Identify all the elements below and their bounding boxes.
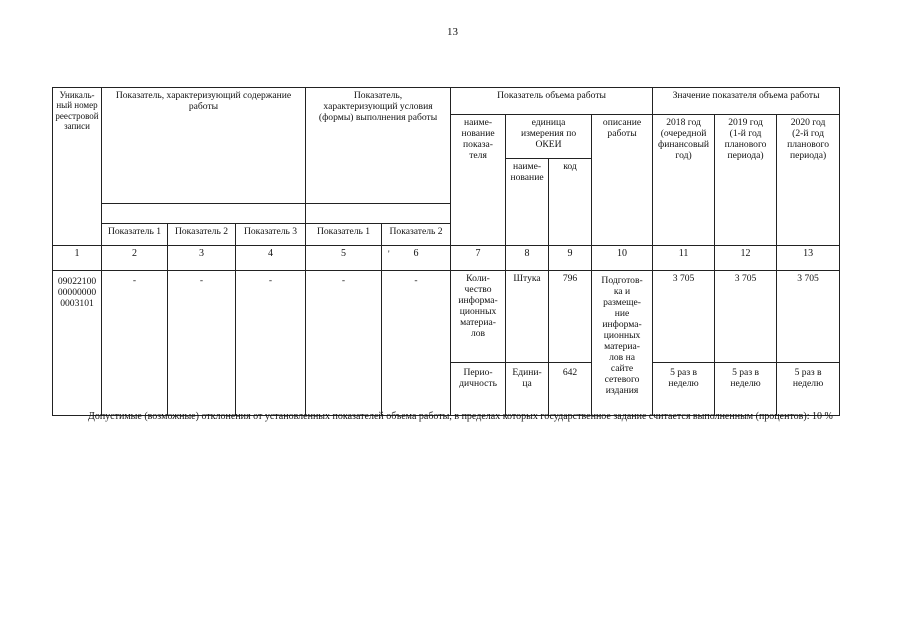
indicator-2-header: Показатель 2 bbox=[168, 224, 236, 246]
indicator-3-header: Показатель 3 bbox=[236, 224, 306, 246]
content-indicator-header: Показатель, характеризующий содержание работы bbox=[102, 88, 306, 204]
column-number: 2 bbox=[102, 246, 168, 271]
unit-name-cell: Штука bbox=[506, 271, 549, 363]
value-2019-cell: 5 раз в неделю bbox=[715, 363, 777, 416]
column-number: 11 bbox=[653, 246, 715, 271]
volume-values-header: Значение показателя объема работы bbox=[653, 88, 840, 115]
column-number: 7 bbox=[451, 246, 506, 271]
column-number: 9 bbox=[549, 246, 592, 271]
column-number: 3 bbox=[168, 246, 236, 271]
year-2020-header: 2020 год (2-й год планового периода) bbox=[777, 115, 840, 246]
unit-name-cell: Едини- ца bbox=[506, 363, 549, 416]
indicator-name-header: наиме- нование показа- теля bbox=[451, 115, 506, 246]
year-2018-header: 2018 год (очередной финансовый год) bbox=[653, 115, 715, 246]
conditions-indicator-header: Показатель, характеризующий условия (формы) выполнения работы bbox=[306, 88, 451, 204]
value-2019-cell: 3 705 bbox=[715, 271, 777, 363]
value-2020-cell: 5 раз в неделю bbox=[777, 363, 840, 416]
volume-indicators-table bbox=[52, 87, 840, 416]
column-number: 4 bbox=[236, 246, 306, 271]
deviation-note: Допустимые (возможные) отклонения от установленных показателей объема работы, в пределах которых государственное задание считается выполненным (процентов): 10 % bbox=[88, 411, 833, 422]
value-2020-cell: 3 705 bbox=[777, 271, 840, 363]
value-2018-cell: 5 раз в неделю bbox=[653, 363, 715, 416]
column-number: 1 bbox=[53, 246, 102, 271]
column-number: 13 bbox=[777, 246, 840, 271]
page-number: 13 bbox=[447, 26, 458, 38]
table-cell: - bbox=[168, 271, 236, 416]
indicator-name-cell: Перио- дичность bbox=[451, 363, 506, 416]
column-number-cell bbox=[382, 246, 451, 271]
okei-unit-header: единица измерения по ОКЕИ bbox=[506, 115, 592, 159]
column-number: 12 bbox=[715, 246, 777, 271]
column-number: 6 bbox=[413, 248, 419, 259]
indicator-name-cell: Коли- чество информа- ционных материа- лов bbox=[451, 271, 506, 363]
table-cell: - bbox=[102, 271, 168, 416]
table-cell: - bbox=[382, 271, 451, 416]
stray-mark: ' bbox=[388, 249, 390, 259]
year-2019-header: 2019 год (1-й год планового периода) bbox=[715, 115, 777, 246]
work-description-cell: Подготов- ка и размеще- ние информа- ционных материа- лов на сайте сетевого издания bbox=[592, 271, 653, 416]
column-number: 10 bbox=[592, 246, 653, 271]
registry-number-header: Уникаль- ный номер реестровой записи bbox=[53, 88, 102, 246]
table-cell: - bbox=[236, 271, 306, 416]
volume-indicator-header: Показатель объема работы bbox=[451, 88, 653, 115]
content-header-spacer bbox=[102, 204, 306, 224]
column-number: 5 bbox=[306, 246, 382, 271]
condition-2-header: Показатель 2 bbox=[382, 224, 451, 246]
registry-number-cell: 09022100 00000000 0003101 bbox=[53, 271, 102, 416]
indicator-1-header: Показатель 1 bbox=[102, 224, 168, 246]
condition-1-header: Показатель 1 bbox=[306, 224, 382, 246]
unit-code-cell: 796 bbox=[549, 271, 592, 363]
table-cell: - bbox=[306, 271, 382, 416]
column-number: 8 bbox=[506, 246, 549, 271]
unit-name-header: наиме- нование bbox=[506, 159, 549, 246]
conditions-header-spacer bbox=[306, 204, 451, 224]
unit-code-cell: 642 bbox=[549, 363, 592, 416]
value-2018-cell: 3 705 bbox=[653, 271, 715, 363]
unit-code-header: код bbox=[549, 159, 592, 246]
work-description-header: описание работы bbox=[592, 115, 653, 246]
